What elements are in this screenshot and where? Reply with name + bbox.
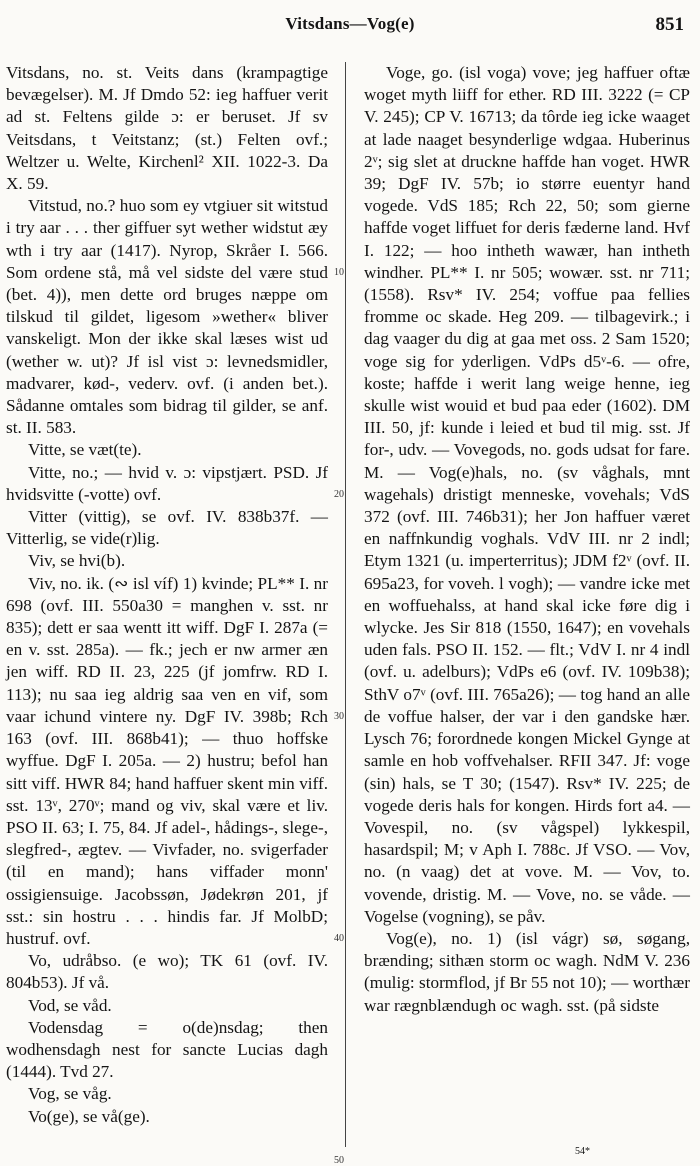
dictionary-entry: Vitte, se væt(te).: [28, 440, 142, 460]
left-column: [6, 62, 328, 1128]
line-number: 30: [334, 710, 344, 722]
dictionary-entry: Vo, udråbso. (e wo); TK 61 (ovf. IV. 804b53). Jf vå.: [6, 951, 328, 993]
dictionary-entry: Vog(e), no. 1) (isl vágr) sø, søgang, brænding; sithæn storm oc wagh. NdM V. 236 (mulig: stormflod, jf Br 55 not 10); — worthær war rægnblændugh oc wagh. sst. (på sidste: [364, 928, 690, 1015]
line-number: 40: [334, 932, 344, 944]
line-number: 50: [334, 1154, 344, 1166]
dictionary-entry: Viv, se hvi(b).: [28, 551, 126, 571]
dictionary-entry: Vitstud, no.? huo som ey vtgiuer sit witstud i try aar . . . ther giffuer syt wether widstut æy wth i try aar (1417). Nyrop, Skråer I. 566. Som ordene stå, må vel sidste del være stud (bet. 4)), men dette ord bruges næppe om tilskud til gildet, ligesom »wether« bliver vanskeligt. Mon der ikke skal læses wist ud (wether w. ut)? Jf isl vist ɔ: levnedsmidler, madvarer, kød-, vederv. ovf. (i anden bet.). Sådanne omtales som bidrag til gilder, se anf. st. II. 583.: [6, 196, 328, 438]
line-number: 10: [334, 266, 344, 278]
dictionary-entry: Vitsdans, no. st. Veits dans (krampagtige bevægelser). M. Jf Dmdo 52: ieg haffuer verit ad st. Feltens gilde ɔ: er beruset. Jf sv Veitsdans, t Veitstanz; (st.) Felten ovf.; Weltzer u. Welte, Kirchenl² XII. 1022-3. Da X. 59.: [6, 63, 328, 194]
dictionary-entry: Viv, no. ik. (∾ isl víf) 1) kvinde; PL** I. nr 698 (ovf. III. 550a30 = manghen v. sst. nr 835); dett er saa wentt itt wiff. DgF I. 287a (= en v. sst. 285a). — fk.; jech er nw armer æn jen wiff. RD II. 23, 225 (jf jomfrw. RD I. 113); nu saa ieg aldrig saa ven en vif, som vaar ichund vintere ny. DgF IV. 398b; Rch 163 (ovf. III. 868b41); — thuo hoffske wyffue. DgF I. 205a. — 2) hustru; befol han sitt viff. HWR 84; hand haffuer skent min viff. sst. 13ᵛ, 270ᵛ; mand og viv, skal være et liv. PSO II. 63; I. 75, 84. Jf adel-, hådings-, slege-, slegfred-, ægtev. — Vivfader, no. svigerfader (til en mand); hans viffader monn' ossigiensuige. Jacobssøn, Jødekrøn 201, jf sst.: sin hostru . . . hindis far. Jf MolbD; hustruf. ovf.: [6, 573, 328, 948]
line-number: 20: [334, 488, 344, 500]
dictionary-entry: Voge, go. (isl voga) vove; jeg haffuer oftæ woget myth liiff for ether. RD III. 3222 (= CP V. 245); CP V. 16713; da tôrde ieg icke waaget at lade naaget besynderlige wdgaa. Huberinus 2ᵛ; sig slet at druckne haffde han voget. HWR 39; DgF IV. 57b; io større euentyr hand vogede. VdS 185; Rch 22, 50; som gierne haffde voget liffuet for deris fæderne land. Hvf I. 122; — hoo intheth wawær, han intheth windher. PL** I. nr 505; wowær. sst. nr 711; (1558). Rsv* IV. 254; voffue paa fellies fromme oc skade. Heg 209. — tilbagevirk.; i dag vaager du dig at gaa met oss. 2 Sam 1520; voge sig for yderligen. VdPs d5ᵛ-6. — ofre, koste; haffde i werit lang weige henne, ieg skulle wist wouid et bud paa eder (1602). DM III. 50, jf: kunde i leied et bud til mig. sst. Jf for-, udv. — Vovegods, no. gods udsat for fare. M. — Vog(e)hals, no. (sv våghals, mnt wagehals) dristigt menneske, vovehals; VdS 372 (ovf. III. 746b31); her Jon haffuer været en naffnkundig voghals. VdV III. nr 2 indl; Etym 1321 (u. imperterritus); JDM f2ᵛ (ovf. II. 695a23, for voveh. l vogh); — vandre icke met en woffuehalss, at hand skal icke føre dig i wlycke. Jes Sir 818 (1550, 1647); en vovehals uden fals. PSO II. 152. — flt.; VdV I. nr 4 indl (ovf. u. adelburs); VdPs e6 (ovf. IV. 109b38); SthV o7ᵛ (ovf. III. 765a26); — tog hand an alle de voffue halser, der var i den gandske hær. Lysch 76; forordnede kongen Mickel Gynge at samle en hob voffvehalser. RFII 347. Jf: voge (sin) hals, se T 30; (1547). Rsv* IV. 225; de vogede deris hals for kongen. Hirds fort a4. — Vovespil, no. (sv vågspel) lykkespil, hasardspil; M; v Aph I. 788c. Jf VSO. — Vov, no. (n vaag) det at vove. M. — Vov, to. vovende, dristig. M. — Vove, no. se våde. — Vogelse (vogning), se påv.: [364, 63, 690, 926]
page-number: 851: [655, 14, 684, 35]
dictionary-entry: Vitte, no.; — hvid v. ɔ: vipstjært. PSD. Jf hvidsvitte (-votte) ovf.: [6, 462, 328, 504]
dictionary-entry: Vod, se våd.: [28, 995, 112, 1015]
dictionary-entry: Vog, se våg.: [28, 1084, 112, 1104]
running-title: Vitsdans—Vog(e): [285, 14, 415, 33]
page-header: [0, 14, 700, 40]
column-divider: [345, 62, 346, 1147]
signature-mark: 54*: [575, 1146, 590, 1157]
dictionary-entry: Vodensdag = o(de)nsdag; then wodhensdagh nest for sancte Lucias dagh (1444). Tvd 27.: [6, 1017, 328, 1082]
dictionary-entry: Vitter (vittig), se ovf. IV. 838b37f. — Vitterlig, se vide(r)lig.: [6, 507, 328, 549]
dictionary-entry: Vo(ge), se vå(ge).: [28, 1106, 150, 1126]
right-column: [364, 62, 690, 1017]
